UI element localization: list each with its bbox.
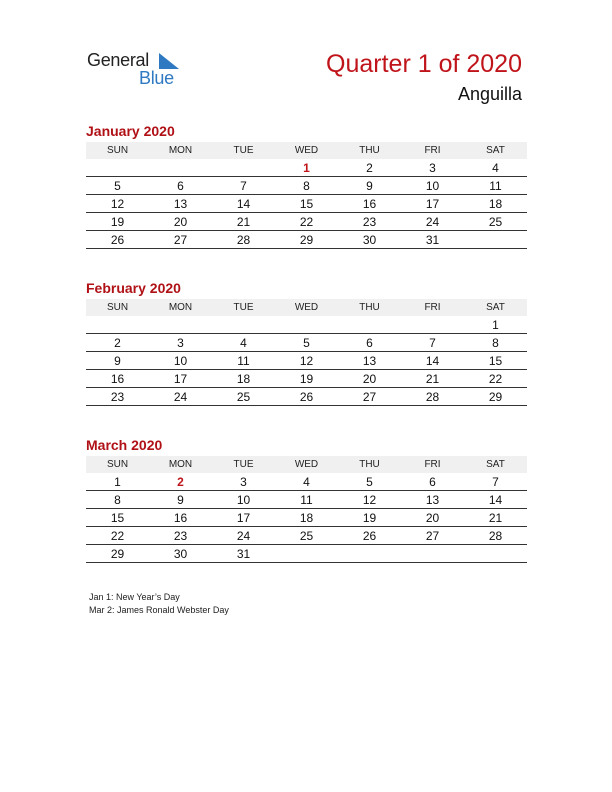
day-cell: 9 (338, 177, 401, 195)
day-cell: 22 (86, 527, 149, 545)
day-cell: 16 (149, 509, 212, 527)
day-cell: 11 (212, 352, 275, 370)
day-cell: 18 (464, 195, 527, 213)
weekday-header: TUE (212, 142, 275, 159)
day-cell: 28 (401, 388, 464, 406)
day-cell: 13 (401, 491, 464, 509)
weekday-header: SAT (464, 299, 527, 316)
calendar-grid (86, 299, 527, 406)
day-cell: 20 (149, 213, 212, 231)
day-cell: 30 (149, 545, 212, 563)
day-cell: 12 (275, 352, 338, 370)
empty-day-cell (338, 545, 401, 563)
day-cell: 8 (275, 177, 338, 195)
empty-day-cell (86, 316, 149, 334)
weekday-header: TUE (212, 299, 275, 316)
day-cell: 13 (338, 352, 401, 370)
day-cell: 22 (464, 370, 527, 388)
month-march (86, 436, 527, 563)
day-cell: 12 (86, 195, 149, 213)
month-title: January 2020 (86, 123, 175, 139)
month-title: February 2020 (86, 280, 181, 296)
day-cell: 7 (464, 473, 527, 491)
day-cell: 14 (464, 491, 527, 509)
week-row (86, 352, 527, 370)
empty-day-cell (149, 316, 212, 334)
week-row (86, 159, 527, 177)
empty-day-cell (275, 545, 338, 563)
day-cell: 16 (338, 195, 401, 213)
empty-day-cell (401, 316, 464, 334)
day-cell: 27 (338, 388, 401, 406)
day-cell: 4 (275, 473, 338, 491)
day-cell: 24 (212, 527, 275, 545)
day-cell: 10 (212, 491, 275, 509)
day-cell: 6 (338, 334, 401, 352)
weekday-header-row (86, 456, 527, 473)
day-cell: 8 (86, 491, 149, 509)
week-row (86, 177, 527, 195)
day-cell: 29 (275, 231, 338, 249)
day-cell: 5 (86, 177, 149, 195)
weekday-header: SAT (464, 456, 527, 473)
weekday-header: WED (275, 456, 338, 473)
day-cell: 19 (275, 370, 338, 388)
day-cell: 2 (149, 473, 212, 491)
day-cell: 1 (275, 159, 338, 177)
day-cell: 2 (338, 159, 401, 177)
day-cell: 5 (338, 473, 401, 491)
generalblue-logo (87, 50, 197, 90)
holiday-notes (89, 591, 229, 617)
day-cell: 28 (212, 231, 275, 249)
day-cell: 15 (275, 195, 338, 213)
week-row (86, 316, 527, 334)
day-cell: 2 (86, 334, 149, 352)
day-cell: 27 (149, 231, 212, 249)
day-cell: 29 (464, 388, 527, 406)
calendar-grid (86, 456, 527, 563)
day-cell: 21 (401, 370, 464, 388)
weekday-header: MON (149, 142, 212, 159)
day-cell: 16 (86, 370, 149, 388)
weekday-header: SUN (86, 456, 149, 473)
day-cell: 4 (212, 334, 275, 352)
day-cell: 25 (464, 213, 527, 231)
empty-day-cell (401, 545, 464, 563)
day-cell: 23 (338, 213, 401, 231)
logo-text-blue: Blue (139, 68, 174, 88)
month-title: March 2020 (86, 437, 163, 453)
week-row (86, 509, 527, 527)
weekday-header-row (86, 299, 527, 316)
weekday-header: MON (149, 299, 212, 316)
day-cell: 9 (86, 352, 149, 370)
weekday-header: MON (149, 456, 212, 473)
day-cell: 6 (149, 177, 212, 195)
day-cell: 10 (149, 352, 212, 370)
day-cell: 19 (338, 509, 401, 527)
day-cell: 3 (212, 473, 275, 491)
day-cell: 20 (401, 509, 464, 527)
week-row (86, 491, 527, 509)
day-cell: 24 (401, 213, 464, 231)
week-row (86, 370, 527, 388)
day-cell: 17 (149, 370, 212, 388)
day-cell: 25 (275, 527, 338, 545)
weekday-header: TUE (212, 456, 275, 473)
day-cell: 5 (275, 334, 338, 352)
day-cell: 17 (401, 195, 464, 213)
day-cell: 12 (338, 491, 401, 509)
day-cell: 28 (464, 527, 527, 545)
day-cell: 30 (338, 231, 401, 249)
empty-day-cell (464, 545, 527, 563)
day-cell: 23 (149, 527, 212, 545)
weekday-header: FRI (401, 456, 464, 473)
day-cell: 3 (149, 334, 212, 352)
weekday-header: SAT (464, 142, 527, 159)
day-cell: 29 (86, 545, 149, 563)
logo-text-general: General (87, 50, 149, 70)
day-cell: 3 (401, 159, 464, 177)
day-cell: 25 (212, 388, 275, 406)
empty-day-cell (86, 159, 149, 177)
day-cell: 19 (86, 213, 149, 231)
day-cell: 8 (464, 334, 527, 352)
day-cell: 17 (212, 509, 275, 527)
day-cell: 21 (212, 213, 275, 231)
empty-day-cell (212, 316, 275, 334)
week-row (86, 527, 527, 545)
country-name: Anguilla (457, 84, 522, 104)
empty-day-cell (149, 159, 212, 177)
day-cell: 13 (149, 195, 212, 213)
weekday-header: SUN (86, 299, 149, 316)
day-cell: 9 (149, 491, 212, 509)
weekday-header: THU (338, 142, 401, 159)
week-row (86, 195, 527, 213)
day-cell: 18 (275, 509, 338, 527)
empty-day-cell (338, 316, 401, 334)
day-cell: 11 (464, 177, 527, 195)
day-cell: 1 (86, 473, 149, 491)
empty-day-cell (212, 159, 275, 177)
weekday-header: SUN (86, 142, 149, 159)
calendar-grid (86, 142, 527, 249)
week-row (86, 473, 527, 491)
weekday-header: THU (338, 299, 401, 316)
day-cell: 24 (149, 388, 212, 406)
weekday-header: WED (275, 299, 338, 316)
weekday-header: FRI (401, 299, 464, 316)
week-row (86, 231, 527, 249)
day-cell: 14 (401, 352, 464, 370)
day-cell: 11 (275, 491, 338, 509)
month-january (86, 122, 527, 249)
day-cell: 7 (401, 334, 464, 352)
day-cell: 15 (464, 352, 527, 370)
empty-day-cell (464, 231, 527, 249)
logo-flag-icon (159, 53, 179, 69)
week-row (86, 213, 527, 231)
day-cell: 31 (212, 545, 275, 563)
day-cell: 18 (212, 370, 275, 388)
holiday-note: Mar 2: James Ronald Webster Day (89, 605, 229, 615)
page-title: Quarter 1 of 2020 (326, 50, 522, 78)
day-cell: 15 (86, 509, 149, 527)
month-february (86, 279, 527, 406)
week-row (86, 388, 527, 406)
day-cell: 10 (401, 177, 464, 195)
weekday-header-row (86, 142, 527, 159)
day-cell: 7 (212, 177, 275, 195)
day-cell: 31 (401, 231, 464, 249)
day-cell: 6 (401, 473, 464, 491)
day-cell: 26 (86, 231, 149, 249)
holiday-note: Jan 1: New Year’s Day (89, 592, 180, 602)
empty-day-cell (275, 316, 338, 334)
weekday-header: WED (275, 142, 338, 159)
week-row (86, 334, 527, 352)
weekday-header: THU (338, 456, 401, 473)
day-cell: 1 (464, 316, 527, 334)
day-cell: 20 (338, 370, 401, 388)
day-cell: 4 (464, 159, 527, 177)
weekday-header: FRI (401, 142, 464, 159)
day-cell: 23 (86, 388, 149, 406)
week-row (86, 545, 527, 563)
day-cell: 26 (338, 527, 401, 545)
day-cell: 21 (464, 509, 527, 527)
day-cell: 26 (275, 388, 338, 406)
day-cell: 14 (212, 195, 275, 213)
day-cell: 27 (401, 527, 464, 545)
day-cell: 22 (275, 213, 338, 231)
